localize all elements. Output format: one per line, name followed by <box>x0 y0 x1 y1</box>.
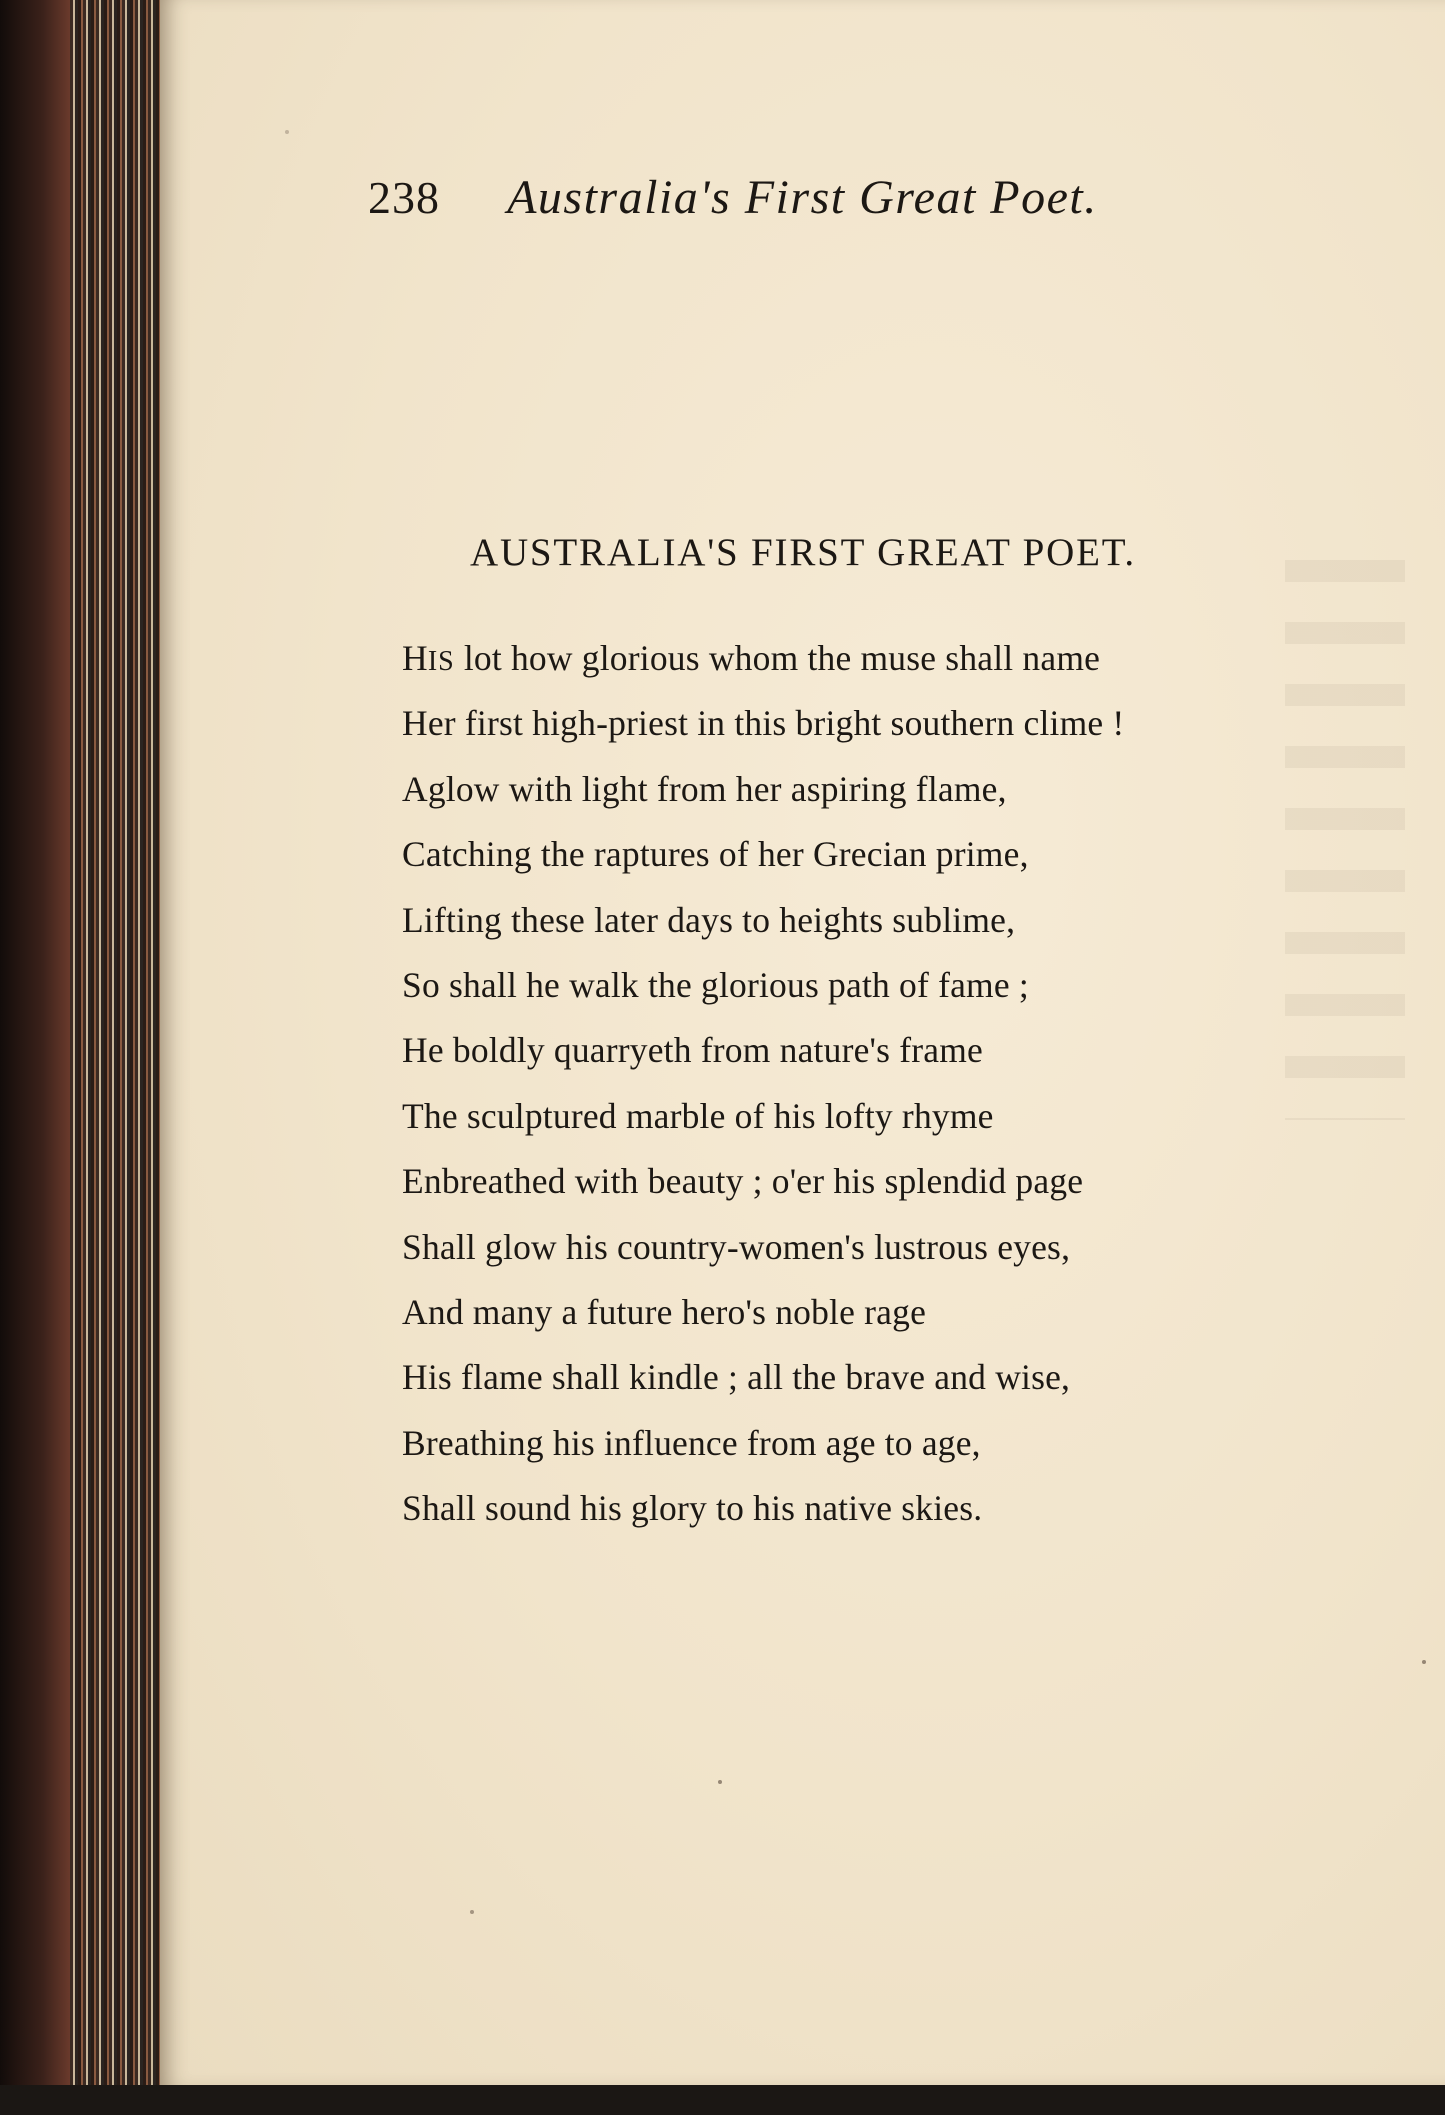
paper-speck <box>718 1780 722 1784</box>
first-word-small-caps: IS <box>427 646 455 677</box>
book-spine-shadow <box>0 0 70 2090</box>
poem-line: Aglow with light from her aspiring flame, <box>402 768 1007 809</box>
poem-line: He boldly quarryeth from nature's frame <box>402 1030 984 1071</box>
first-line-text: lot how glorious whom the muse shall name <box>454 638 1101 678</box>
paper-speck <box>1422 1660 1426 1664</box>
poem-line: The sculptured marble of his lofty rhyme <box>402 1095 994 1136</box>
poem-line: Shall glow his country-women's lustrous eyes, <box>402 1226 1071 1267</box>
poem-line: Catching the raptures of her Grecian prime, <box>402 834 1029 875</box>
paper-speck <box>470 1910 474 1914</box>
poem-line <box>402 630 1124 695</box>
poem-line: Enbreathed with beauty ; o'er his splendid page <box>402 1161 1084 1202</box>
poem-line: Shall sound his glory to his native skies. <box>402 1488 983 1529</box>
poem-line: Lifting these later days to heights sublime, <box>402 899 1016 940</box>
scan-bottom-edge <box>0 2085 1445 2115</box>
page-number: 238 <box>368 172 440 223</box>
first-word-initial: H <box>402 638 428 678</box>
show-through-text <box>1285 520 1405 1120</box>
paper-speck <box>285 130 289 134</box>
poem-line: And many a future hero's noble rage <box>402 1291 927 1332</box>
running-head <box>368 170 1098 225</box>
running-title: Australia's First Great Poet. <box>507 171 1098 224</box>
poem-body <box>402 630 1124 1545</box>
poem-line: Her first high-priest in this bright southern clime ! <box>402 703 1125 744</box>
poem-line: Breathing his influence from age to age, <box>402 1422 981 1463</box>
poem-line: So shall he walk the glorious path of fame ; <box>402 964 1029 1005</box>
poem-line: His flame shall kindle ; all the brave and wise, <box>402 1357 1071 1398</box>
poem-title: AUSTRALIA'S FIRST GREAT POET. <box>470 531 1136 574</box>
